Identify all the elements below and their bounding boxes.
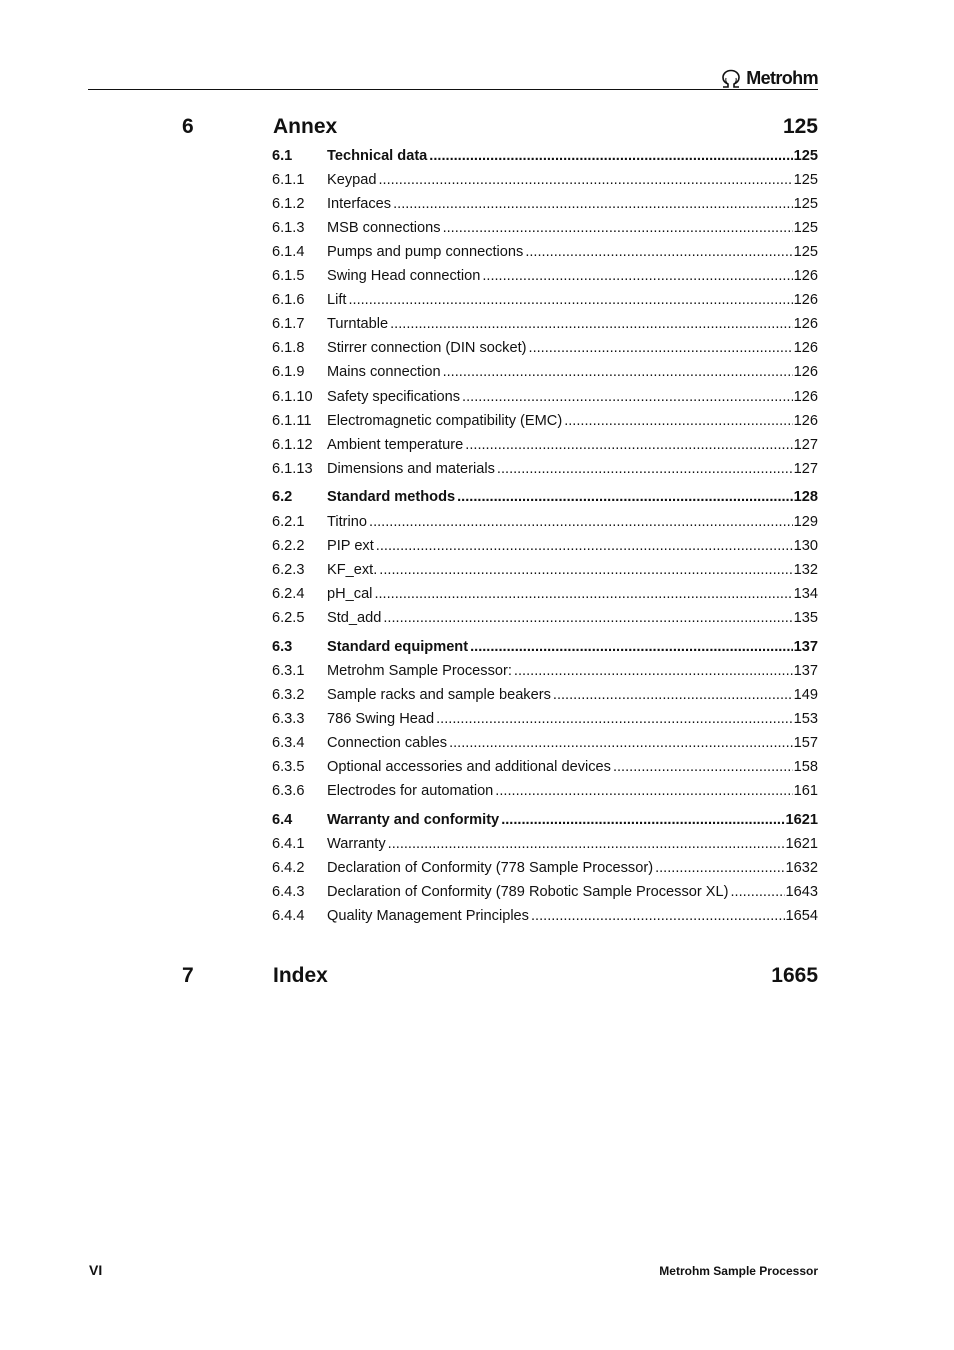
toc-entry[interactable] <box>272 413 818 435</box>
entry-title: Turntable <box>327 316 389 332</box>
leader-dots <box>501 812 784 828</box>
chapter-number: 7 <box>182 964 194 987</box>
toc-entry[interactable] <box>272 340 818 362</box>
entry-page: 130 <box>793 538 818 554</box>
entry-number: 6.1.4 <box>272 244 305 260</box>
entry-title: Std_add <box>327 610 382 626</box>
entry-page: 126 <box>793 268 818 284</box>
entry-title: Declaration of Conformity (789 Robotic Sample Processor XL) <box>327 884 729 900</box>
entry-page: 134 <box>793 586 818 602</box>
leader-dots <box>531 908 785 924</box>
chapter-number: 6 <box>182 115 194 138</box>
entry-page: 127 <box>793 437 818 453</box>
toc-section[interactable] <box>272 812 818 834</box>
chapter-page: 125 <box>782 115 818 138</box>
entry-page: 125 <box>793 244 818 260</box>
leader-dots <box>470 639 793 655</box>
toc-entry[interactable] <box>272 220 818 242</box>
leader-dots <box>348 292 792 308</box>
section-title: Technical data <box>327 148 428 164</box>
entry-page: 126 <box>793 292 818 308</box>
chapter-title: Index <box>273 964 328 987</box>
entry-title: Safety specifications <box>327 389 461 405</box>
leader-dots <box>449 735 793 751</box>
entry-number: 6.3.6 <box>272 783 305 799</box>
section-page: 125 <box>793 148 818 164</box>
toc-entry[interactable] <box>272 783 818 805</box>
entry-title: 786 Swing Head <box>327 711 435 727</box>
chapter-page: 1665 <box>771 964 818 987</box>
entry-number: 6.1.6 <box>272 292 305 308</box>
section-number: 6.4 <box>272 812 293 828</box>
entry-title: Connection cables <box>327 735 448 751</box>
leader-dots <box>379 562 792 578</box>
toc-entry[interactable] <box>272 610 818 632</box>
leader-dots <box>443 220 793 236</box>
section-title: Warranty and conformity <box>327 812 500 828</box>
toc-entry[interactable] <box>272 562 818 584</box>
entry-title: Warranty <box>327 836 386 852</box>
entry-title: Pumps and pump connections <box>327 244 524 260</box>
entry-number: 6.1.13 <box>272 461 313 477</box>
entry-page: 137 <box>793 663 818 679</box>
leader-dots <box>383 610 792 626</box>
entry-title: Mains connection <box>327 364 441 380</box>
leader-dots <box>613 759 793 775</box>
toc-entry[interactable] <box>272 172 818 194</box>
entry-number: 6.2.2 <box>272 538 305 554</box>
entry-number: 6.1.9 <box>272 364 305 380</box>
entry-title: Keypad <box>327 172 377 188</box>
entry-number: 6.3.3 <box>272 711 305 727</box>
leader-dots <box>731 884 785 900</box>
entry-number: 6.1.5 <box>272 268 305 284</box>
toc-entry[interactable] <box>272 908 818 930</box>
entry-number: 6.1.2 <box>272 196 305 212</box>
toc-entry[interactable] <box>272 461 818 483</box>
entry-number: 6.1.11 <box>272 413 312 429</box>
entry-title: Metrohm Sample Processor: <box>327 663 512 679</box>
entry-number: 6.1.3 <box>272 220 305 236</box>
leader-dots <box>436 711 793 727</box>
toc-entry[interactable] <box>272 316 818 338</box>
entry-page: 161 <box>793 783 818 799</box>
leader-dots <box>376 538 793 554</box>
footer-doc-title: Metrohm Sample Processor <box>659 1264 818 1278</box>
entry-number: 6.4.3 <box>272 884 305 900</box>
entry-page: 149 <box>793 687 818 703</box>
entry-title: Electrodes for automation <box>327 783 494 799</box>
leader-dots <box>429 148 792 164</box>
entry-title: Swing Head connection <box>327 268 481 284</box>
chapter-heading[interactable] <box>182 964 818 994</box>
entry-page: 126 <box>793 340 818 356</box>
entry-number: 6.4.2 <box>272 860 305 876</box>
entry-number: 6.3.1 <box>272 663 305 679</box>
footer-page-number: VI <box>89 1262 103 1278</box>
leader-dots <box>443 364 793 380</box>
entry-page: 157 <box>793 735 818 751</box>
entry-page: 125 <box>793 172 818 188</box>
entry-title: Dimensions and materials <box>327 461 495 477</box>
leader-dots <box>564 413 792 429</box>
toc-entry[interactable] <box>272 759 818 781</box>
leader-dots <box>514 663 793 679</box>
entry-page: 1621 <box>785 836 818 852</box>
entry-number: 6.4.1 <box>272 836 305 852</box>
entry-number: 6.2.3 <box>272 562 305 578</box>
leader-dots <box>655 860 784 876</box>
entry-number: 6.3.2 <box>272 687 305 703</box>
leader-dots <box>457 489 793 505</box>
entry-number: 6.2.5 <box>272 610 305 626</box>
entry-title: pH_cal <box>327 586 373 602</box>
entry-number: 6.3.4 <box>272 735 305 751</box>
section-number: 6.3 <box>272 639 293 655</box>
entry-title: Declaration of Conformity (778 Sample Processor) <box>327 860 654 876</box>
header-rule <box>88 89 818 90</box>
toc-entry[interactable] <box>272 389 818 411</box>
leader-dots <box>482 268 792 284</box>
metrohm-omega-icon <box>720 69 742 89</box>
entry-page: 129 <box>793 514 818 530</box>
entry-title: KF_ext. <box>327 562 378 578</box>
leader-dots <box>525 244 792 260</box>
entry-title: PIP ext <box>327 538 374 554</box>
leader-dots <box>369 514 793 530</box>
leader-dots <box>529 340 793 356</box>
section-page: 137 <box>793 639 818 655</box>
entry-title: Interfaces <box>327 196 392 212</box>
section-number: 6.1 <box>272 148 293 164</box>
leader-dots <box>497 461 793 477</box>
entry-number: 6.2.1 <box>272 514 305 530</box>
entry-page: 125 <box>793 196 818 212</box>
entry-title: Stirrer connection (DIN socket) <box>327 340 527 356</box>
entry-page: 153 <box>793 711 818 727</box>
entry-number: 6.4.4 <box>272 908 305 924</box>
toc-entry[interactable] <box>272 514 818 536</box>
section-title: Standard equipment <box>327 639 469 655</box>
entry-number: 6.1.10 <box>272 389 313 405</box>
toc-entry[interactable] <box>272 687 818 709</box>
toc-entry[interactable] <box>272 586 818 608</box>
leader-dots <box>388 836 785 852</box>
entry-title: Quality Management Principles <box>327 908 529 924</box>
entry-title: Lift <box>327 292 347 308</box>
toc-entry[interactable] <box>272 884 818 906</box>
entry-page: 125 <box>793 220 818 236</box>
chapter-title: Annex <box>273 115 338 138</box>
leader-dots <box>379 172 793 188</box>
entry-number: 6.1.7 <box>272 316 305 332</box>
toc-entry[interactable] <box>272 268 818 290</box>
entry-page: 1654 <box>785 908 818 924</box>
entry-number: 6.1.1 <box>272 172 305 188</box>
section-title: Standard methods <box>327 489 456 505</box>
entry-page: 158 <box>793 759 818 775</box>
chapter-heading[interactable] <box>182 115 818 145</box>
entry-number: 6.1.8 <box>272 340 305 356</box>
leader-dots <box>390 316 793 332</box>
toc-entry[interactable] <box>272 364 818 386</box>
toc-section[interactable] <box>272 639 818 661</box>
section-page: 128 <box>793 489 818 505</box>
entry-number: 6.3.5 <box>272 759 305 775</box>
toc-section[interactable] <box>272 148 818 170</box>
metrohm-logo <box>720 68 818 89</box>
leader-dots <box>553 687 793 703</box>
toc-entry[interactable] <box>272 836 818 858</box>
leader-dots <box>462 389 793 405</box>
entry-page: 1632 <box>785 860 818 876</box>
toc-entry[interactable] <box>272 244 818 266</box>
leader-dots <box>495 783 792 799</box>
toc-section[interactable] <box>272 489 818 511</box>
entry-page: 126 <box>793 389 818 405</box>
entry-title: Optional accessories and additional devices <box>327 759 611 775</box>
leader-dots <box>393 196 793 212</box>
entry-title: Ambient temperature <box>327 437 464 453</box>
logo-text: Metrohm <box>746 68 818 88</box>
entry-title: Titrino <box>327 514 368 530</box>
section-number: 6.2 <box>272 489 293 505</box>
entry-title: Sample racks and sample beakers <box>327 687 551 703</box>
entry-page: 1643 <box>785 884 818 900</box>
toc-entry[interactable] <box>272 711 818 733</box>
toc-entry[interactable] <box>272 663 818 685</box>
leader-dots <box>465 437 792 453</box>
entry-page: 126 <box>793 364 818 380</box>
entry-page: 127 <box>793 461 818 477</box>
toc-entry[interactable] <box>272 437 818 459</box>
entry-page: 135 <box>793 610 818 626</box>
toc-entry[interactable] <box>272 538 818 560</box>
section-page: 1621 <box>785 812 818 828</box>
toc-entry[interactable] <box>272 292 818 314</box>
entry-title: MSB connections <box>327 220 441 236</box>
leader-dots <box>374 586 792 602</box>
toc-entry[interactable] <box>272 196 818 218</box>
toc-entry[interactable] <box>272 735 818 757</box>
entry-page: 126 <box>793 413 818 429</box>
toc-entry[interactable] <box>272 860 818 882</box>
entry-number: 6.1.12 <box>272 437 313 453</box>
entry-page: 126 <box>793 316 818 332</box>
entry-page: 132 <box>793 562 818 578</box>
entry-number: 6.2.4 <box>272 586 305 602</box>
entry-title: Electromagnetic compatibility (EMC) <box>327 413 563 429</box>
